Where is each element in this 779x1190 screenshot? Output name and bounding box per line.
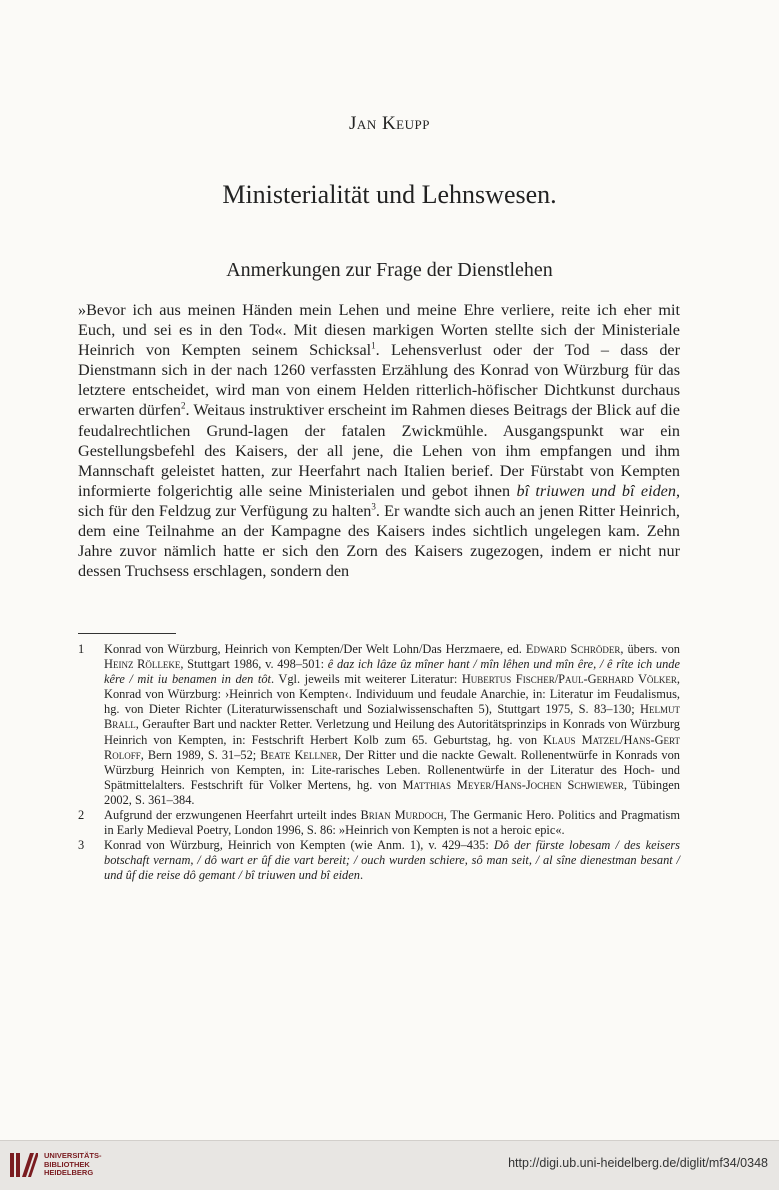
- logo-line: BIBLIOTHEK: [44, 1159, 90, 1169]
- library-logo[interactable]: [8, 1150, 102, 1180]
- footnote-text: [104, 642, 680, 808]
- logo-line: UNIVERSITÄTS-: [44, 1151, 102, 1161]
- author-name: Jan Keupp: [349, 113, 430, 134]
- body-text-4: , sich für den Feldzug zur Verfügung zu halten: [78, 481, 680, 520]
- fn-author: Klaus Matzel/Hans-Gert Roloff: [104, 732, 681, 762]
- fn-text-part: , Geraufter Bart und nackter Retter. Verletzung und Heilung des Autoritätsprinzips in Konrads von Würzburg Heinrich von Kempten, in: Festschrift Herbert Kolb zum 65. Geburtstag, hg. von: [104, 717, 680, 747]
- footnote-2: [78, 808, 680, 838]
- fn-text-part: , Der Ritter und die nackte Gewalt. Rollenentwürfe in Konrads von Würzburg Heinrich von Kempten, in: Lite-rarisches Leben. Rollenentwürfe in der Literatur des Hoch- und Spätmittelalters. Festschrift für Volker Mertens, hg. von: [104, 747, 680, 792]
- viewer-footer: [0, 1140, 779, 1190]
- logo-line: HEIDELBERG: [44, 1168, 94, 1178]
- footnote-text: [104, 838, 680, 883]
- footnote-ref-1: 1: [371, 340, 376, 351]
- fn-text-part: Konrad von Würzburg, Heinrich von Kempten/Der Welt Lohn/Das Herzmaere, ed.: [104, 642, 526, 656]
- footnotes: [78, 642, 680, 884]
- fn-text-part: Aufgrund der erzwungenen Heerfahrt urteilt indes: [104, 808, 361, 823]
- fn-quote: ê daz ich lâze ûz mîner hant / mîn lêhen und mîn êre, / ê rîte ich unde kêre / mit iu benamen in den tôt: [104, 657, 680, 687]
- library-logo-icon: [8, 1150, 38, 1180]
- footnote-number: 1: [78, 642, 85, 656]
- main-text: [78, 300, 680, 581]
- fn-author: Beate Kellner: [260, 747, 338, 762]
- page-url[interactable]: http://digi.ub.uni-heidelberg.de/diglit/mf34/0348: [508, 1156, 768, 1170]
- fn-quote: Dô der fürste lobesam / des keisers botschaft vernam, / dô wart er ûf die vart bereit; / ouch wurden schiere, sô man seit, / al sîne dienestman besant / und ûf die reise dô gemant / bî triuwen und bî eiden: [104, 838, 680, 883]
- article-title: Ministerialität und Lehnswesen.: [222, 180, 557, 209]
- fn-author: Heinz Rölleke: [104, 657, 181, 672]
- fn-text-part: , Stuttgart 1986, v. 498–501:: [180, 657, 328, 672]
- footnote-ref-2: 2: [180, 401, 186, 412]
- fn-author: Matthias Meyer/Hans-Jochen Schwiewer: [402, 777, 624, 792]
- fn-text-part: , The Germanic Hero. Politics and Pragmatism in Early Medieval Poetry, London 1996, S. 86: »Heinrich von Kempten is not a heroic epic«.: [104, 808, 681, 838]
- fn-author: Helmut Brall: [104, 702, 680, 732]
- footnote-separator: [78, 633, 176, 634]
- fn-text-part: Konrad von Würzburg, Heinrich von Kempten (wie Anm. 1), v. 429–435:: [104, 838, 494, 853]
- fn-author: Hubertus Fischer/Paul-Gerhard Völker: [461, 672, 677, 687]
- footnote-1: [78, 642, 680, 808]
- body-text-1: »Bevor ich aus meinen Händen mein Lehen und meine Ehre verliere, reite ich eher mit Euch, und sei es in den Tod«. Mit diesen markigen Worten stellte sich der Ministeriale Heinrich von Kempten seinem Schicksal: [78, 301, 680, 360]
- fn-text-part: .: [359, 868, 364, 883]
- fn-author: Brian Murdoch: [360, 808, 444, 823]
- fn-text-part: , Konrad von Würzburg: ›Heinrich von Kempten‹. Individuum und feudale Anarchie, in: Literatur im Feudalismus, hg. von Dieter Richter (Literaturwissenschaft und Sozialwissenschaften 5), Stuttgart 1975, S. 83–130;: [104, 672, 680, 717]
- body-text-5: . Er wandte sich auch an jenen Ritter Heinrich, dem eine Teilnahme an der Kampagne des Kaisers indes sichtlich ungelegen kam. Zehn Jahre zuvor nämlich hatte er sich den Zorn des Kaisers zugezogen, indem er nicht nur dessen Truchsess erschlagen, sondern den: [78, 501, 680, 581]
- footnote-ref-3: 3: [371, 501, 376, 512]
- footnote-3: [78, 838, 680, 883]
- body-text-3: . Weitaus instruktiver erscheint im Rahmen dieses Beitrags der Blick auf die feudalrechtlichen Grund-lagen der fatalen Zwickmühle. Ausgangspunkt war ein Gestellungsbefehl des Kaisers, der all jene, die Lehen von ihm empfangen und ihm Mannschaft geleistet hatten, zur Heerfahrt nach Italien berief. Der Fürstabt von Kempten informierte folgerichtig alle seine Ministerialen und gebot ihnen: [78, 401, 680, 500]
- body-quote: bî triuwen und bî eiden: [516, 481, 676, 500]
- fn-text-part: , Bern 1989, S. 31–52;: [140, 747, 261, 762]
- body-text-2: . Lehensverlust oder der Tod – dass der Dienstmann sich in der nach 1260 verfassten Erzählung des Konrad von Würzburg für das letztere entscheidet, wird man von einem Helden ritterlich-höfischer Dichtkunst durchaus erwarten dürfen: [78, 341, 680, 420]
- library-logo-text: [44, 1152, 102, 1178]
- fn-author: Edward Schröder: [525, 642, 621, 656]
- footnote-number: 3: [78, 838, 85, 853]
- fn-text-part: , Tübingen 2002, S. 361–384.: [104, 777, 680, 807]
- footnote-number: 2: [78, 808, 85, 823]
- fn-text-part: . Vgl. jeweils mit weiterer Literatur:: [270, 672, 462, 687]
- fn-text-part: , übers. von: [620, 642, 680, 656]
- article-subtitle: Anmerkungen zur Frage der Dienstlehen: [226, 259, 553, 281]
- footnote-text: [104, 808, 680, 838]
